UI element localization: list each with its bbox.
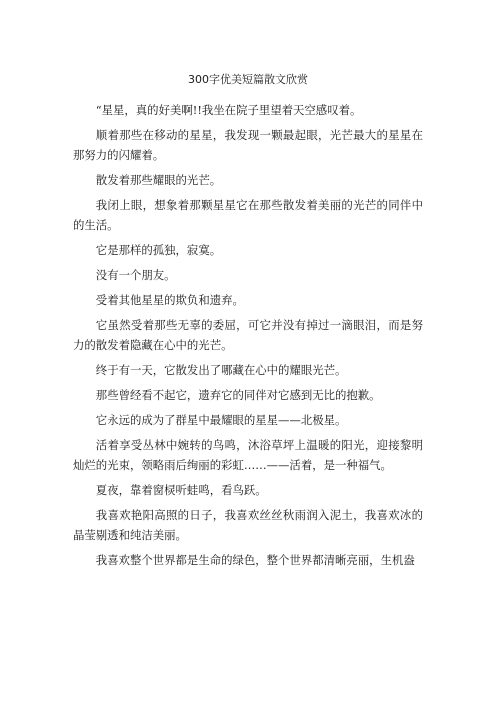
paragraph: 它虽然受着那些无辜的委屈，可它并没有掉过一滴眼泪，而是努力的散发着隐藏在心中的光芒。	[73, 318, 423, 352]
paragraph: 终于有一天，它散发出了哪藏在心中的耀眼光芒。	[95, 363, 347, 377]
paragraph: 顺着那些在移动的星星，我发现一颗最起眼，光芒最大的星星在那努力的闪耀着。	[73, 128, 423, 162]
document-title: 300字优美短篇散文欣赏	[188, 73, 308, 86]
paragraph: 它是那样的孤独，寂寞。	[95, 243, 222, 257]
paragraph: 我闭上眼，想象着那颗星星它在那些散发着美丽的光芒的同伴中的生活。	[73, 198, 423, 232]
paragraph: 活着享受丛林中婉转的鸟鸣，沐浴草坪上温暖的阳光，迎接黎明灿烂的光束，领略雨后绚丽的彩虹……——活着，是一种福气。	[73, 438, 423, 472]
paragraph: 它永远的成为了群星中最耀眼的星星——北极星。	[95, 413, 347, 427]
paragraph: 我喜欢整个世界都是生命的绿色，整个世界都清晰亮丽，生机盎	[95, 553, 415, 567]
paragraph: 那些曾经看不起它，遗弃它的同伴对它感到无比的抱歉。	[95, 388, 381, 402]
paragraph: “星星，真的好美啊!!我坐在院子里望着天空感叹着。	[95, 103, 362, 117]
paragraph: 没有一个朋友。	[95, 268, 176, 282]
document-body	[73, 100, 423, 575]
paragraph: 散发着那些耀眼的光芒。	[95, 173, 222, 187]
paragraph: 我喜欢艳阳高照的日子，我喜欢丝丝秋雨润入泥土，我喜欢冰的晶莹剔透和纯洁美丽。	[73, 508, 423, 542]
paragraph: 受着其他星星的欺负和遗弃。	[95, 293, 244, 307]
paragraph: 夏夜，靠着窗棂听蛙鸣，看鸟跃。	[95, 483, 267, 497]
